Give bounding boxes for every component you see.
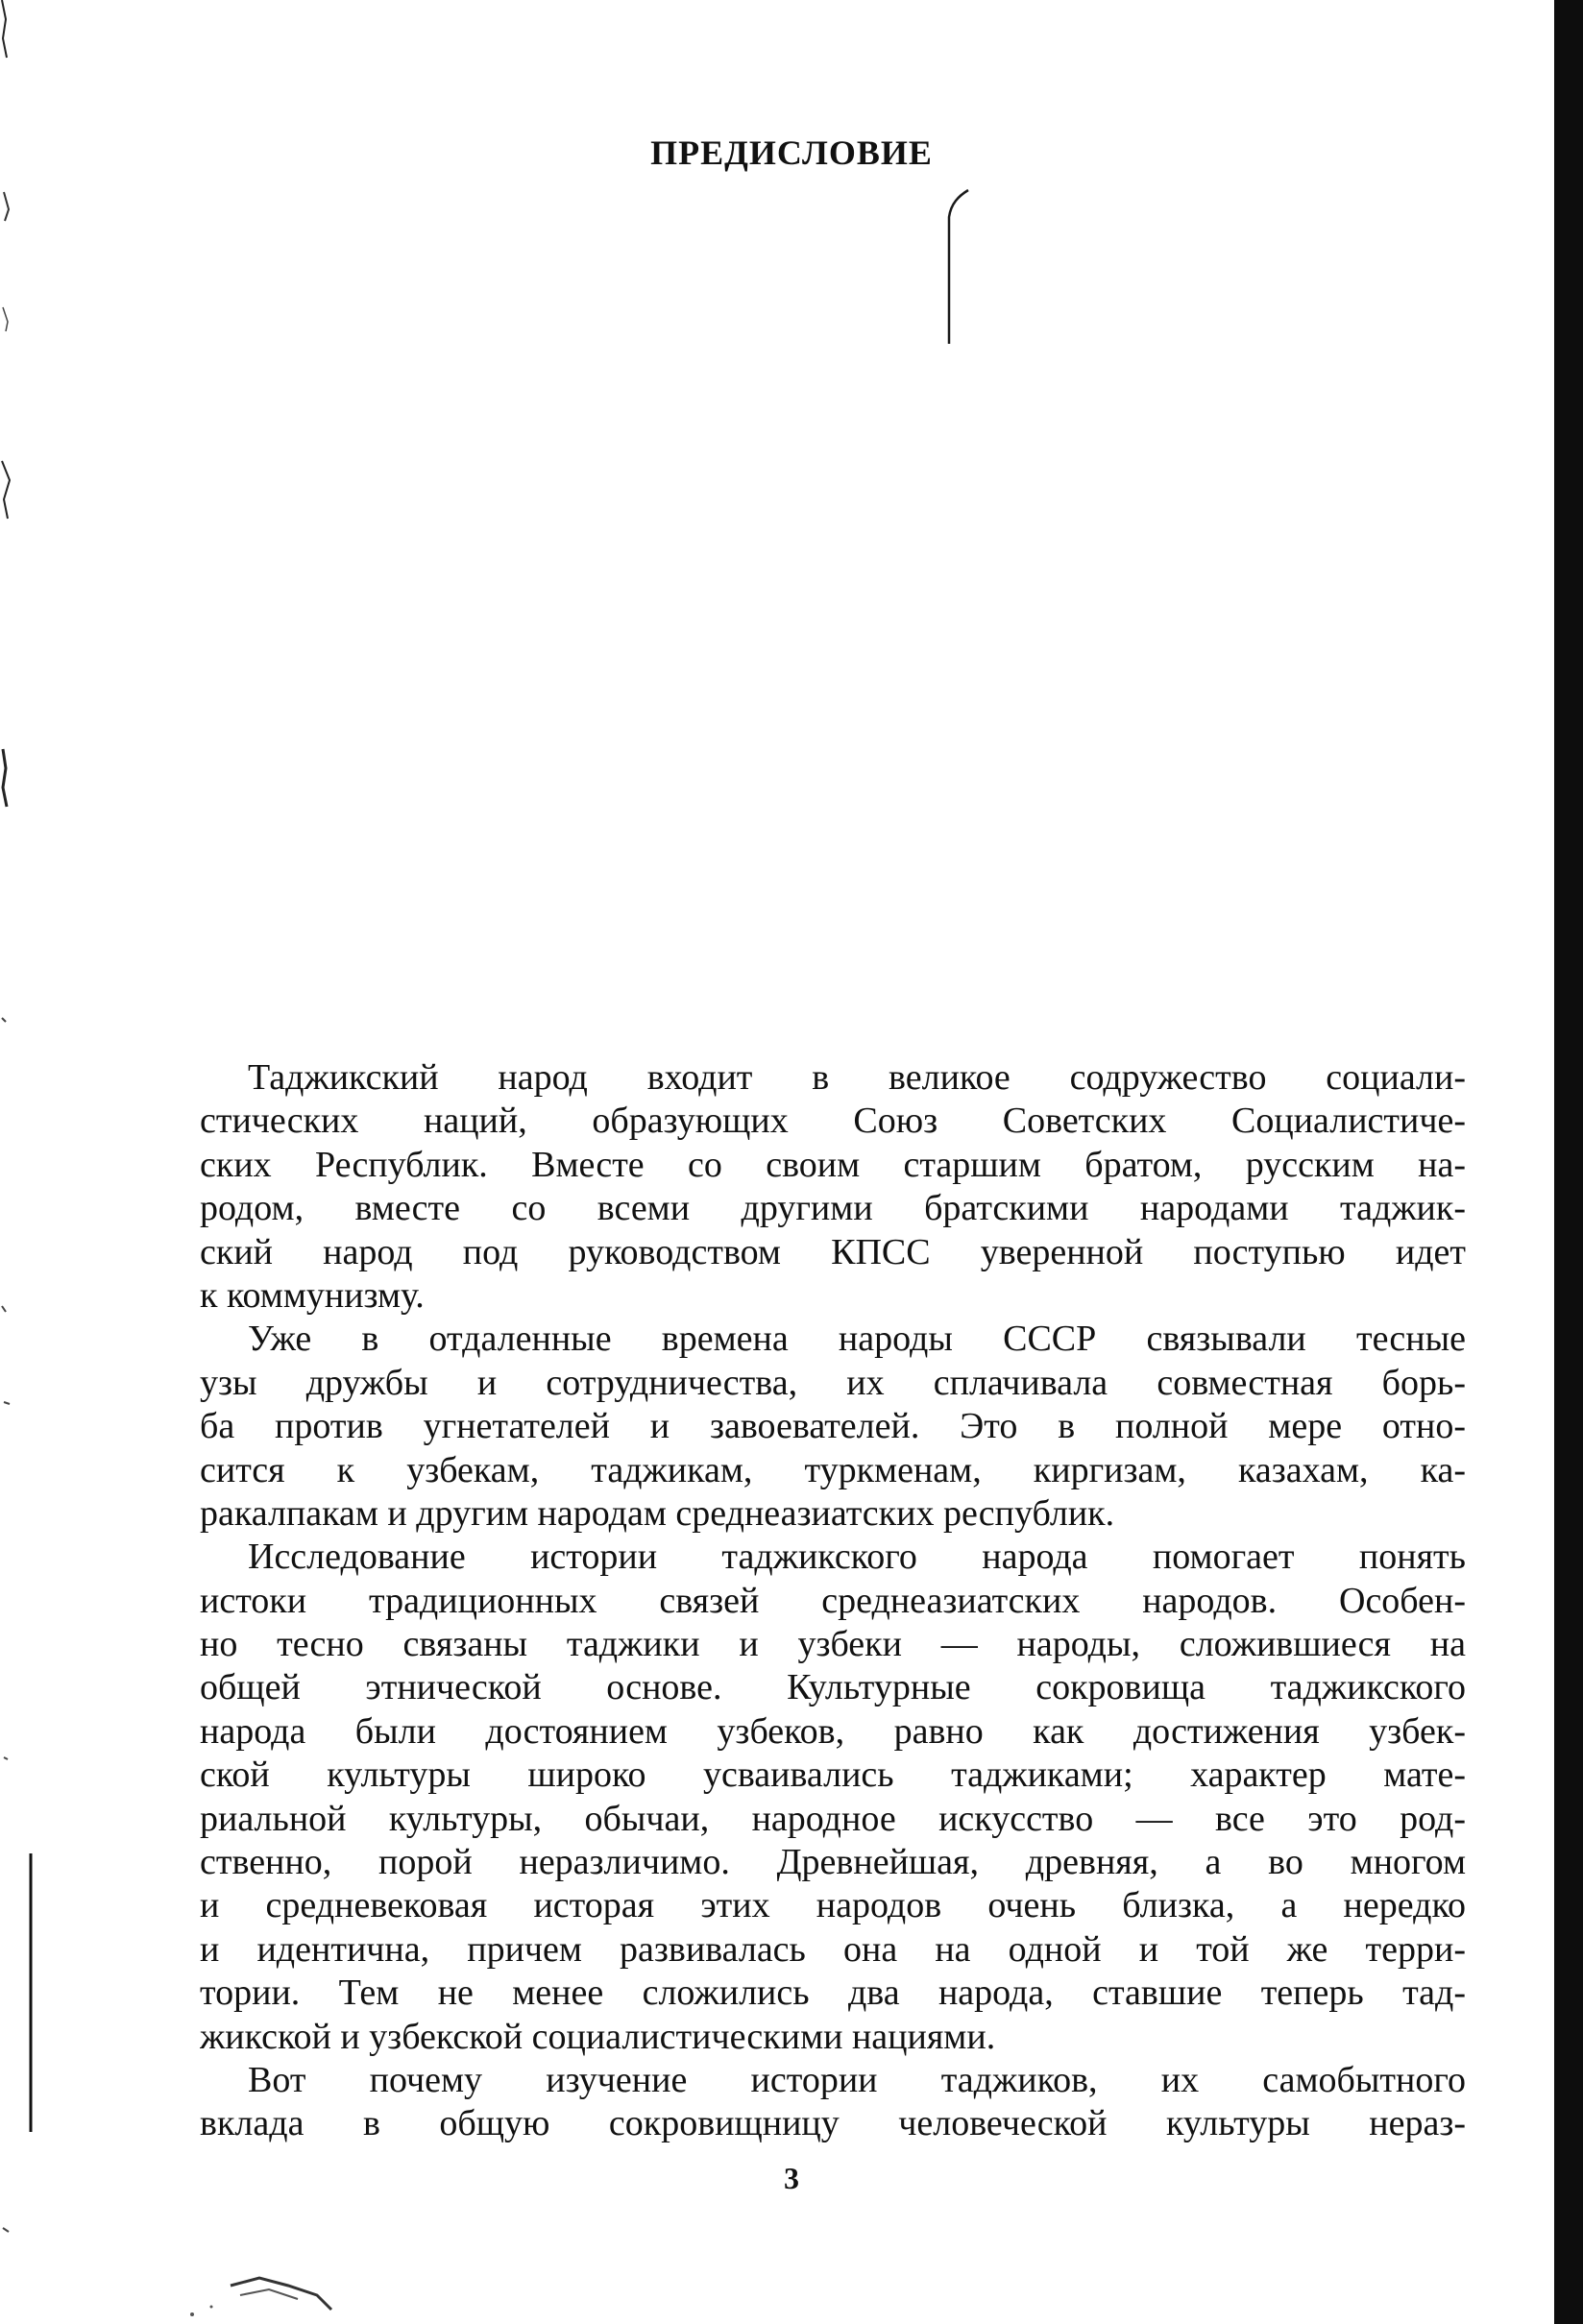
text-line: ба против угнетателей и завоевателей. Это в полной мере отно- (200, 1406, 1466, 1447)
text-line: ракалпакам и другим народам среднеазиатских республик. (200, 1492, 1115, 1534)
scan-margin-marks (0, 0, 58, 2324)
page-number: 3 (784, 2161, 799, 2195)
text-line: ской культуры широко усваивались таджиками; характер мате- (200, 1755, 1466, 1796)
text-line: узы дружбы и сотрудничества, их сплачивала совместная борь- (200, 1362, 1466, 1403)
text-line: родом, вместе со всеми другими братскими народами таджик- (200, 1188, 1466, 1229)
text-line: и идентична, причем развивалась она на одной и той же терри- (200, 1928, 1466, 1970)
text-line: истоки традиционных связей среднеазиатских народов. Особен- (200, 1580, 1466, 1621)
text-line: Таджикский народ входит в великое содружество социали- (248, 1057, 1466, 1098)
text-line: и средневековая истоpая этих народов очень близка, а нередко (200, 1885, 1466, 1926)
text-line: ственно, порой неразличимо. Древнейшая, древняя, а во многом (200, 1842, 1466, 1883)
scan-smudge (173, 2257, 346, 2324)
text-line: жикской и узбекской социалистическими нациями. (200, 2016, 996, 2057)
text-line: вклада в общую сокровищницу человеческой культуры нераз- (200, 2103, 1466, 2144)
text-line: стических наций, образующих Союз Советских Социалистиче- (200, 1101, 1466, 1142)
text-line: но тесно связаны таджики и узбеки — народы, сложившиеся на (200, 1624, 1466, 1665)
handwritten-bracket-mark (922, 182, 999, 355)
text-line: ских Республик. Вместе со своим старшим братом, русским на- (200, 1144, 1466, 1185)
preface-body (200, 1056, 1466, 2146)
text-line: к коммунизму. (200, 1274, 425, 1316)
text-line: Исследование истории таджикского народа помогает понять (248, 1537, 1466, 1578)
text-line: ский народ под руководством КПСС уверенной поступью идет (200, 1231, 1466, 1272)
text-line: риальной культуры, обычаи, народное искусство — все это род- (200, 1798, 1466, 1839)
scan-right-edge (1554, 0, 1583, 2324)
text-line: тории. Тем не менее сложились два народа, ставшие теперь тад- (200, 1973, 1466, 2014)
text-line: сится к узбекам, таджикам, туркменам, киргизам, казахам, ка- (200, 1449, 1466, 1490)
text-line: народа были достоянием узбеков, равно как достижения узбек- (200, 1710, 1466, 1752)
text-line: общей этнической основе. Культурные сокровища таджикского (200, 1667, 1466, 1708)
text-line: Вот почему изучение истории таджиков, их самобытного (248, 2059, 1466, 2100)
page-title: ПРЕДИСЛОВИЕ (650, 133, 933, 172)
text-line: Уже в отдаленные времена народы СССР связывали тесные (248, 1319, 1466, 1360)
